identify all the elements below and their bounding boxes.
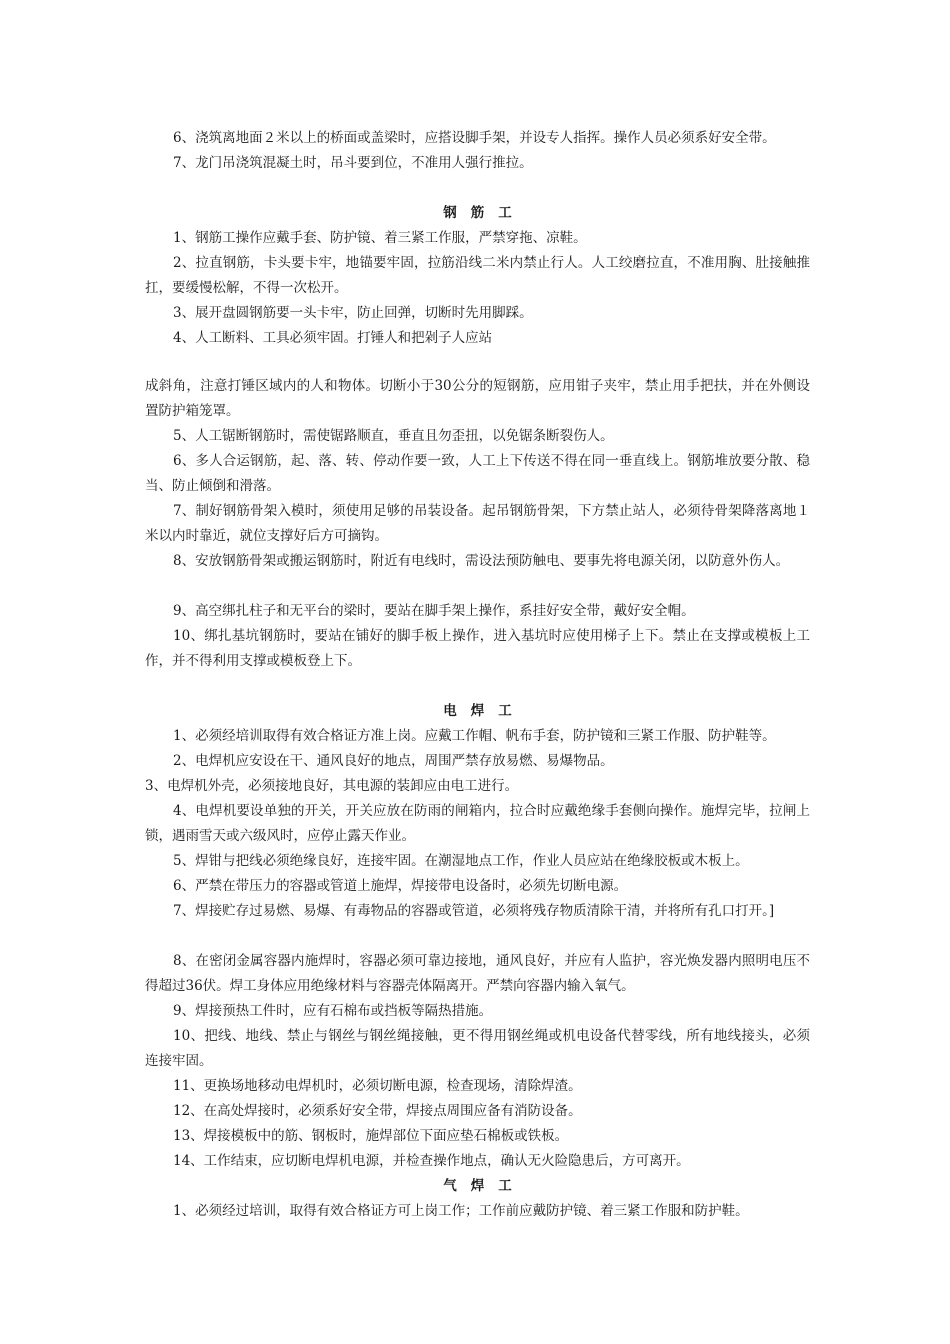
section-title-gas-welder: 气焊工 — [443, 1178, 526, 1194]
paragraph: 1、钢筋工操作应戴手套、防护镜、着三紧工作服，严禁穿拖、凉鞋。 — [173, 230, 587, 246]
paragraph: 3、展开盘圆钢筋要一头卡牢，防止回弹，切断时先用脚踩。 — [173, 305, 533, 321]
paragraph: 7、焊接贮存过易燃、易爆、有毒物品的容器或管道，必须将残存物质清除干清，并将所有孔口打开。] — [173, 903, 775, 919]
paragraph: 2、电焊机应安设在干、通风良好的地点，周围严禁存放易燃、易爆物品。 — [173, 753, 614, 769]
paragraph: 9、高空绑扎柱子和无平台的梁时，要站在脚手架上操作，系挂好安全带，戴好安全帽。 — [173, 603, 695, 619]
paragraph: 2、拉直钢筋，卡头要卡牢，地锚要牢固，拉筋沿线二米内禁止行人。人工绞磨拉直，不准用胸、肚接触推扛，要缓慢松解，不得一次松开。 — [145, 255, 810, 296]
paragraph: 3、电焊机外壳，必须接地良好，其电源的装卸应由电工进行。 — [145, 778, 519, 794]
paragraph: 4、人工断料、工具必须牢固。打锤人和把剁子人应站 — [173, 330, 493, 346]
paragraph: 8、安放钢筋骨架或搬运钢筋时，附近有电线时，需设法预防触电、要事先将电源关闭，以防意外伤人。 — [173, 553, 790, 569]
paragraph: 12、在高处焊接时，必须系好安全带，焊接点周围应备有消防设备。 — [173, 1103, 582, 1119]
paragraph: 10、绑扎基坑钢筋时，要站在铺好的脚手板上操作，进入基坑时应使用梯子上下。禁止在支撑或模板上工作，并不得利用支撑或模板登上下。 — [145, 628, 810, 669]
paragraph: 7、龙门吊浇筑混凝土时，吊斗要到位，不准用人强行推拉。 — [173, 155, 533, 171]
paragraph: 10、把线、地线、禁止与钢丝与钢丝绳接触，更不得用钢丝绳或机电设备代替零线，所有地线接头，必须连接牢固。 — [145, 1028, 810, 1069]
paragraph: 6、严禁在带压力的容器或管道上施焊，焊接带电设备时，必须先切断电源。 — [173, 878, 628, 894]
paragraph: 1、必须经培训取得有效合格证方准上岗。应戴工作帽、帆布手套，防护镜和三紧工作服、防护鞋等。 — [173, 728, 776, 744]
paragraph: 14、工作结束，应切断电焊机电源，并检查操作地点，确认无火险隐患后，方可离开。 — [173, 1153, 690, 1169]
section-title-electric-welder: 电焊工 — [443, 703, 526, 719]
paragraph: 1、必须经过培训，取得有效合格证方可上岗工作；工作前应戴防护镜、着三紧工作服和防护鞋。 — [173, 1203, 749, 1219]
paragraph: 8、在密闭金属容器内施焊时，容器必须可靠边接地，通风良好，并应有人监护，容光焕发器内照明电压不得超过36伏。焊工身体应用绝缘材料与容器壳体隔离开。严禁向容器内输入氧气。 — [145, 953, 810, 994]
paragraph: 4、电焊机要设单独的开关，开关应放在防雨的闸箱内，拉合时应戴绝缘手套侧向操作。施焊完毕，拉闸上锁，遇雨雪天或六级风时，应停止露天作业。 — [145, 803, 810, 844]
section-title-rebar: 钢筋工 — [443, 205, 526, 221]
paragraph: 13、焊接模板中的筋、钢板时，施焊部位下面应垫石棉板或铁板。 — [173, 1128, 569, 1144]
paragraph: 5、焊钳与把线必须绝缘良好，连接牢固。在潮湿地点工作，作业人员应站在绝缘胶板或木板上。 — [173, 853, 749, 869]
paragraph: 成斜角，注意打锤区域内的人和物体。切断小于30公分的短钢筋，应用钳子夹牢，禁止用手把扶，并在外侧设置防护箱笼罩。 — [145, 378, 810, 419]
paragraph: 9、焊接预热工件时，应有石棉布或挡板等隔热措施。 — [173, 1003, 493, 1019]
paragraph: 11、更换场地移动电焊机时，必须切断电源，检查现场，清除焊渣。 — [173, 1078, 582, 1094]
paragraph: 6、多人合运钢筋，起、落、转、停动作要一致，人工上下传送不得在同一垂直线上。钢筋堆放要分散、稳当、防止倾倒和滑落。 — [145, 453, 810, 494]
paragraph: 7、制好钢筋骨架入模时，须使用足够的吊装设备。起吊钢筋骨架，下方禁止站人，必须待骨架降落离地１米以内时靠近，就位支撑好后方可摘钩。 — [145, 503, 810, 544]
paragraph: 6、浇筑离地面２米以上的桥面或盖梁时，应搭设脚手架，并设专人指挥。操作人员必须系好安全带。 — [173, 130, 776, 146]
paragraph: 5、人工锯断钢筋时，需使锯路顺直，垂直且勿歪扭，以免锯条断裂伤人。 — [173, 428, 614, 444]
